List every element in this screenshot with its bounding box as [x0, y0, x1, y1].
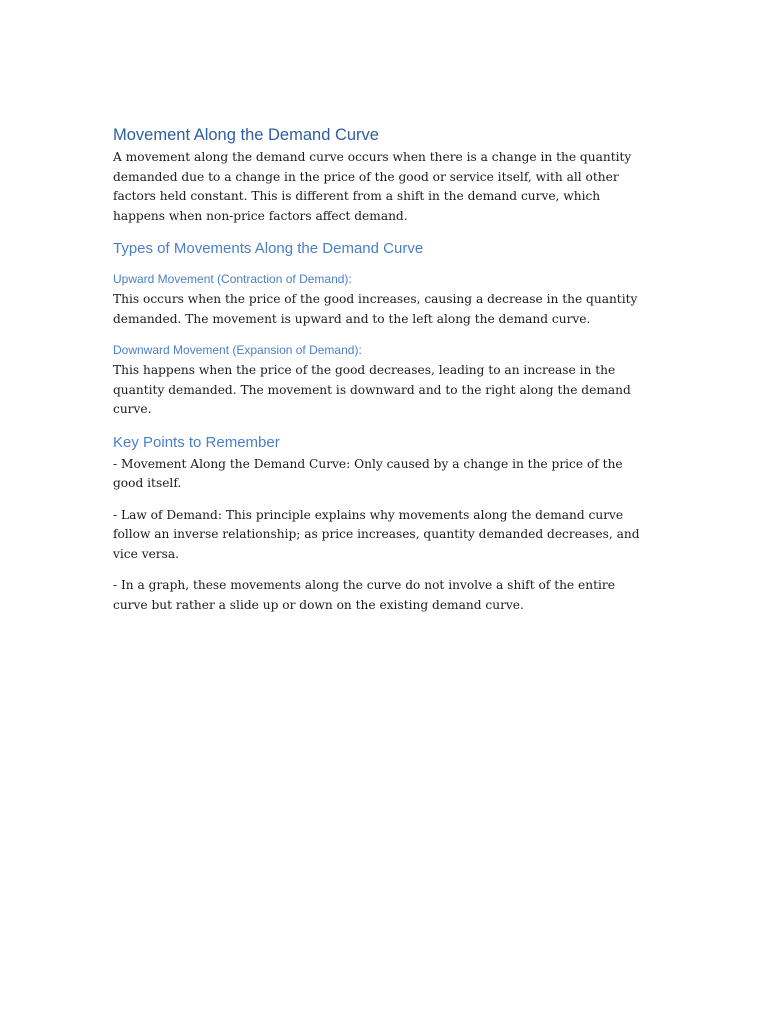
- downward-movement-heading: Downward Movement (Expansion of Demand):: [113, 343, 362, 357]
- key-points-heading: Key Points to Remember: [113, 433, 280, 451]
- key-point-item: - In a graph, these movements along the curve do not involve a shift of the entire curve but rather a slide up or down on the existing demand curve.: [113, 578, 615, 612]
- intro-paragraph: A movement along the demand curve occurs when there is a change in the quantity demanded due to a change in the price of the good or service itself, with all other factors held constant. This is different from a shift in the demand curve, which happens when non-price factors affect demand.: [113, 150, 632, 223]
- downward-movement-section: [113, 342, 653, 420]
- upward-movement-section: [113, 271, 653, 329]
- document-title: Movement Along the Demand Curve: [113, 126, 379, 144]
- upward-movement-text: This occurs when the price of the good increases, causing a decrease in the quantity demanded. The movement is upward and to the left along the demand curve.: [113, 292, 638, 326]
- key-point-item: - Law of Demand: This principle explains why movements along the demand curve follow an inverse relationship; as price increases, quantity demanded decreases, and vice versa.: [113, 507, 640, 561]
- types-heading: Types of Movements Along the Demand Curve: [113, 240, 424, 257]
- downward-movement-text: This happens when the price of the good decreases, leading to an increase in the quantity demanded. The movement is downward and to the right along the demand curve.: [113, 363, 631, 416]
- document-body: [113, 124, 653, 627]
- key-point-item: - Movement Along the Demand Curve: Only caused by a change in the price of the good itself.: [113, 456, 623, 490]
- upward-movement-heading: Upward Movement (Contraction of Demand):: [113, 272, 352, 286]
